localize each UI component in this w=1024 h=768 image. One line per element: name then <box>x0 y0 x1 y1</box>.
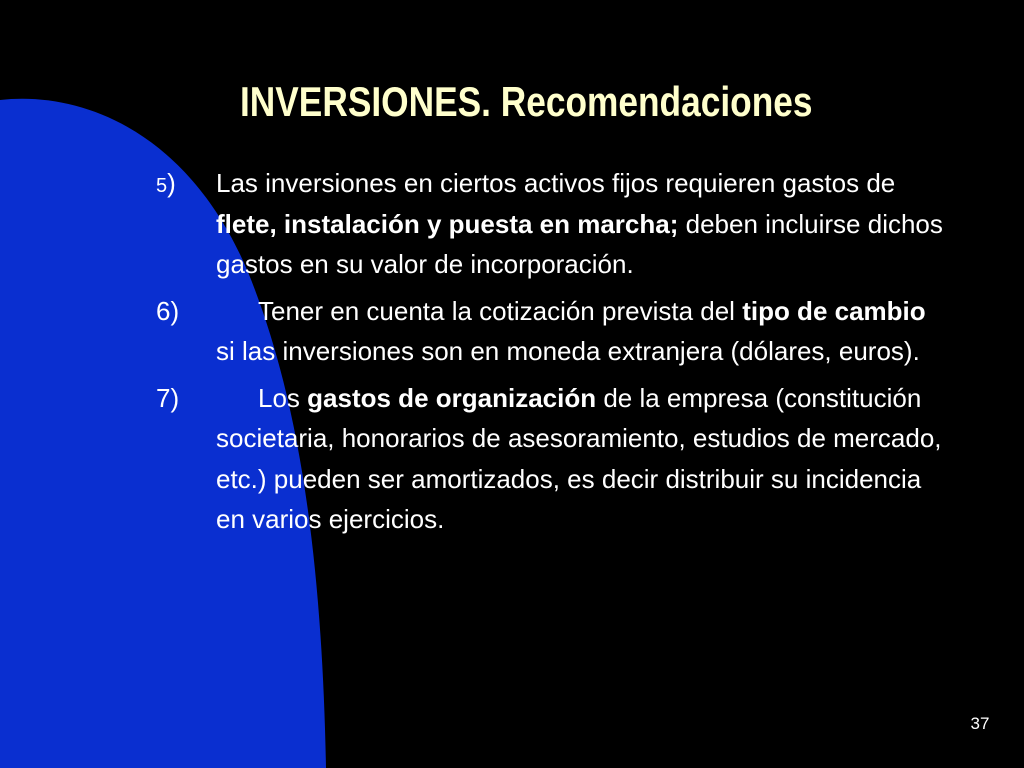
item-number: 5) <box>156 168 176 198</box>
recommendation-list <box>156 163 946 546</box>
page-number: 37 <box>970 714 990 733</box>
emphasis-text: flete, instalación y puesta en marcha; <box>216 208 679 239</box>
item-text: Los gastos de organización de la empresa (constitución societaria, honorarios de asesoramiento, estudios de mercado, etc.) pueden ser amortizados, es decir distribuir su incidencia en varios ejercicios. <box>216 382 942 534</box>
list-item <box>156 378 946 540</box>
item-text: Tener en cuenta la cotización prevista del tipo de cambio si las inversiones son en moneda extranjera (dólares, euros). <box>216 295 926 366</box>
item-number: 7) <box>156 382 180 413</box>
slide-title: INVERSIONES. Recomendaciones <box>240 78 813 125</box>
list-item <box>156 291 946 372</box>
item-text: Las inversiones en ciertos activos fijos requieren gastos de flete, instalación y puesta en marcha; deben incluirse dichos gastos en su valor de incorporación. <box>216 168 943 279</box>
item-number: 6) <box>156 295 180 326</box>
list-item <box>156 163 946 285</box>
emphasis-text: tipo de cambio <box>742 295 926 326</box>
emphasis-text: gastos de organización <box>307 382 597 413</box>
